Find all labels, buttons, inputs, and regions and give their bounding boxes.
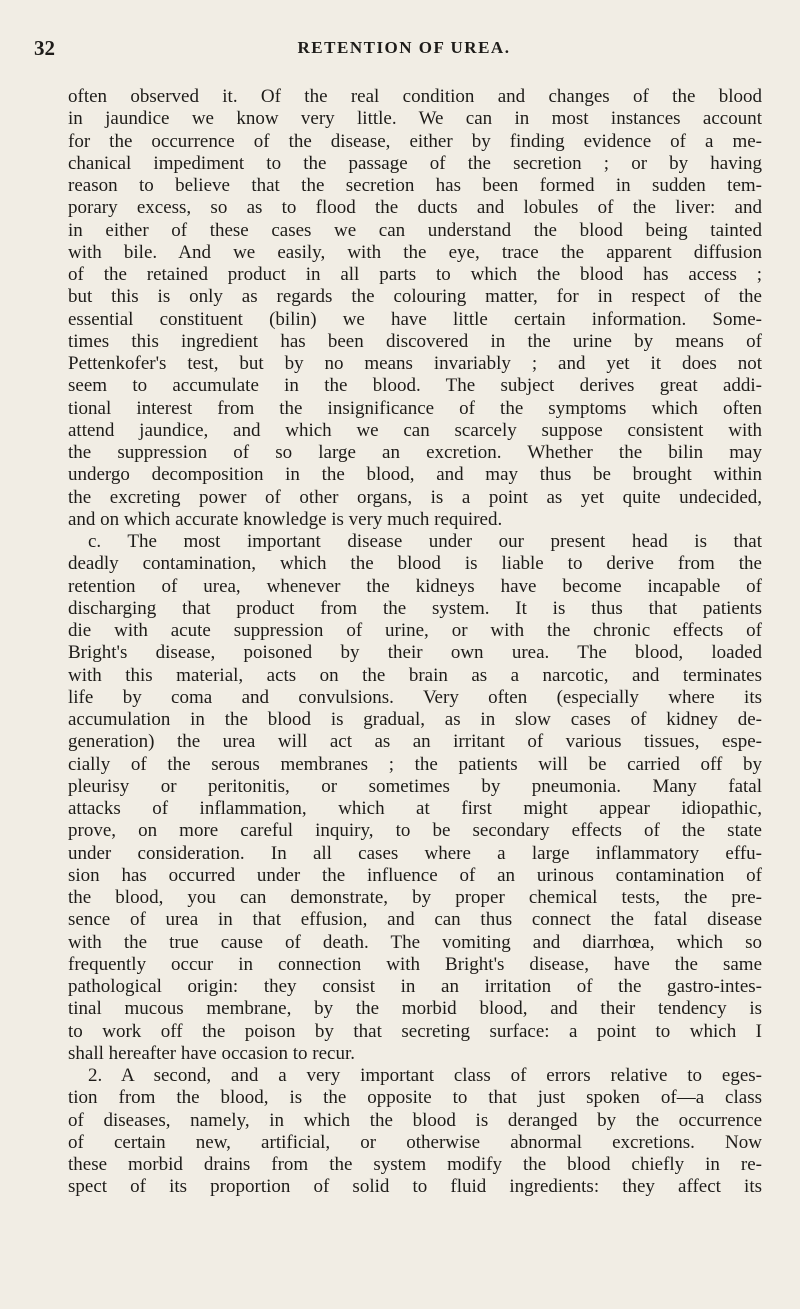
text-line: cially of the serous membranes ; the patients will be carried off by xyxy=(68,753,762,775)
text-line: accumulation in the blood is gradual, as in slow cases of kidney de- xyxy=(68,709,762,730)
running-head xyxy=(34,36,774,60)
text-line: with this material, acts on the brain as a narcotic, and terminates xyxy=(68,664,762,686)
text-line: prove, on more careful inquiry, to be secondary effects of the state xyxy=(68,820,762,842)
text-line: under consideration. In all cases where a large inflammatory effu- xyxy=(68,842,762,864)
text-line: in either of these cases we can understand the blood being tainted xyxy=(68,219,762,241)
text-line: of the retained product in all parts to which the blood has access ; xyxy=(68,264,762,285)
text-line: essential constituent (bilin) we have little certain information. Some- xyxy=(68,308,762,330)
text-line: with bile. And we easily, with the eye, trace the apparent diffusion xyxy=(68,241,762,263)
text-line: seem to accumulate in the blood. The subject derives great addi- xyxy=(68,375,762,397)
text-line: porary excess, so as to flood the ducts and lobules of the liver: and xyxy=(68,197,762,219)
paragraph-start-line: c. The most important disease under our present head is that xyxy=(88,531,762,552)
text-line: times this ingredient has been discovered in the urine by means of xyxy=(68,330,762,352)
text-line: undergo decomposition in the blood, and may thus be brought within xyxy=(68,464,762,486)
text-line: but this is only as regards the colouring matter, for in respect of the xyxy=(68,286,762,308)
text-line: Pettenkofer's test, but by no means invariably ; and yet it does not xyxy=(68,353,762,374)
text-line: frequently occur in connection with Bright's disease, have the same xyxy=(68,953,762,975)
text-line: these morbid drains from the system modify the blood chiefly in re- xyxy=(68,1154,762,1175)
text-line: sion has occurred under the influence of an urinous contamination of xyxy=(68,864,762,886)
text-line: life by coma and convulsions. Very often (especially where its xyxy=(68,686,762,708)
text-line: die with acute suppression of urine, or with the chronic effects of xyxy=(68,620,762,641)
text-line: and on which accurate knowledge is very much required. xyxy=(68,508,503,530)
text-line: retention of urea, whenever the kidneys have become incapable of xyxy=(68,575,762,597)
text-line: often observed it. Of the real condition and changes of the blood xyxy=(68,86,762,107)
text-line: with the true cause of death. The vomiting and diarrhœa, which so xyxy=(68,931,762,953)
text-line: attend jaundice, and which we can scarcely suppose consistent with xyxy=(68,419,762,441)
text-line: in jaundice we know very little. We can in most instances account xyxy=(68,108,762,130)
text-line: discharging that product from the system. It is thus that patients xyxy=(68,597,762,619)
running-title: RETENTION OF UREA. xyxy=(297,38,511,57)
text-line: the blood, you can demonstrate, by proper chemical tests, the pre- xyxy=(68,887,762,908)
text-line: spect of its proportion of solid to fluid ingredients: they affect its xyxy=(68,1176,762,1198)
text-line: generation) the urea will act as an irritant of various tissues, espe- xyxy=(68,731,762,753)
paragraph-start-line: 2. A second, and a very important class of errors relative to eges- xyxy=(88,1065,762,1086)
text-line: for the occurrence of the disease, either by finding evidence of a me- xyxy=(68,130,762,152)
text-line: deadly contamination, which the blood is liable to derive from the xyxy=(68,553,762,575)
text-line: of certain new, artificial, or otherwise abnormal excretions. Now xyxy=(68,1131,762,1153)
text-line: tinal mucous membrane, by the morbid blood, and their tendency is xyxy=(68,998,762,1020)
text-line: the excreting power of other organs, is a point as yet quite undecided, xyxy=(68,486,762,508)
text-line: attacks of inflammation, which at first might appear idiopathic, xyxy=(68,798,762,819)
text-line: to work off the poison by that secreting surface: a point to which I xyxy=(68,1020,762,1042)
text-line: tion from the blood, is the opposite to that just spoken of—a class xyxy=(68,1087,762,1109)
text-line: tional interest from the insignificance of the symptoms which often xyxy=(68,397,762,419)
text-line: shall hereafter have occasion to recur. xyxy=(68,1042,355,1064)
text-line: reason to believe that the secretion has been formed in sudden tem- xyxy=(68,175,762,196)
body-text xyxy=(68,86,762,1199)
text-line: chanical impediment to the passage of the secretion ; or by having xyxy=(68,152,762,174)
text-line: Bright's disease, poisoned by their own urea. The blood, loaded xyxy=(68,642,762,664)
page-number: 32 xyxy=(34,36,55,60)
text-line: the suppression of so large an excretion. Whether the bilin may xyxy=(68,442,762,463)
text-line: of diseases, namely, in which the blood is deranged by the occurrence xyxy=(68,1109,762,1131)
text-line: sence of urea in that effusion, and can thus connect the fatal disease xyxy=(68,909,762,931)
text-line: pathological origin: they consist in an irritation of the gastro-intes- xyxy=(68,976,762,997)
text-line: pleurisy or peritonitis, or sometimes by pneumonia. Many fatal xyxy=(68,775,762,797)
